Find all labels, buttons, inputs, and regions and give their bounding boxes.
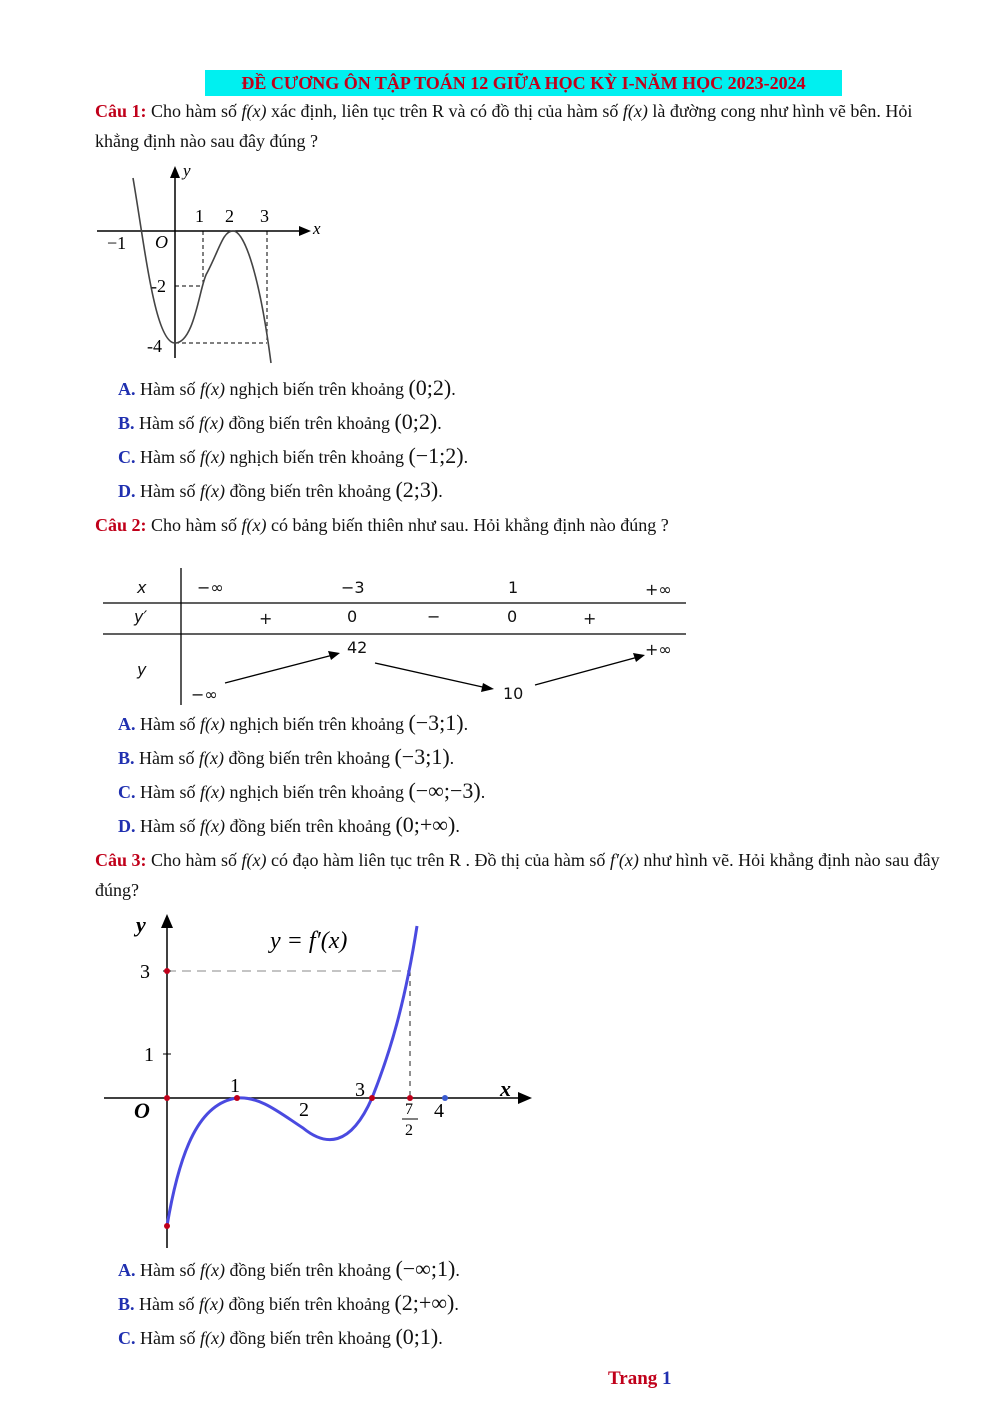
point-y3	[164, 968, 170, 974]
y-val-neg-inf: −∞	[191, 685, 218, 704]
sign-plus-1: +	[259, 609, 273, 628]
x-axis-arrow	[299, 226, 311, 236]
variation-table	[103, 565, 688, 707]
question-2-label: Câu 2:	[95, 515, 147, 535]
tick-x-neg1: −1	[107, 233, 127, 253]
y-axis-label: y	[136, 912, 146, 937]
y-axis-arrow	[170, 166, 180, 178]
question-1-label: Câu 1:	[95, 101, 147, 121]
tick-x-1: 1	[195, 206, 204, 226]
sign-zero-2: 0	[507, 607, 518, 626]
q1-option-c[interactable]: C. Hàm số f(x) nghịch biến trên khoảng (−1;2).	[118, 443, 469, 468]
y-axis-arrow	[161, 914, 173, 928]
x-axis-arrow	[518, 1092, 532, 1104]
row-label-y: y	[137, 660, 147, 679]
x-axis-label: x	[313, 219, 321, 238]
question-1-graph	[95, 158, 335, 368]
q2-option-d[interactable]: D. Hàm số f(x) đồng biến trên khoảng (0;+∞).	[118, 812, 460, 837]
question-3-text: Câu 3: Cho hàm số f(x) có đạo hàm liên tục trên R . Đồ thị của hàm số f′(x) như hình vẽ. Hỏi khẳng định nào sau đây đúng?	[95, 850, 940, 900]
q2-option-a[interactable]: A. Hàm số f(x) nghịch biến trên khoảng (−3;1).	[118, 710, 469, 735]
point-y-intercept	[164, 1223, 170, 1229]
function-fx: f(x)	[622, 101, 648, 121]
arrow-up-1-head	[328, 651, 340, 660]
function-fprime: f′(x)	[609, 850, 639, 870]
tick-y-1: 1	[144, 1044, 154, 1066]
tick-x-4: 4	[434, 1100, 444, 1122]
question-3-graph	[100, 908, 540, 1253]
x-val-neg-inf: −∞	[197, 578, 224, 597]
tick-frac-numerator: 7	[405, 1101, 413, 1118]
page-footer	[608, 1368, 672, 1390]
tick-frac-denominator: 2	[405, 1122, 413, 1139]
page-word: Trang	[608, 1368, 658, 1389]
function-fx: f(x)	[241, 515, 267, 535]
q3-option-a[interactable]: A. Hàm số f(x) đồng biến trên khoảng (−∞;1).	[118, 1256, 460, 1281]
point-origin	[164, 1095, 170, 1101]
page-number: 1	[662, 1368, 672, 1389]
question-3-label: Câu 3:	[95, 850, 147, 870]
origin-label: O	[134, 1098, 150, 1123]
tick-y-3: 3	[140, 961, 150, 983]
row-label-x: x	[137, 578, 147, 597]
curve-label: y = f′(x)	[270, 928, 348, 954]
y-val-42: 42	[347, 638, 368, 657]
x-val-neg3: −3	[341, 578, 365, 597]
arrow-down	[375, 663, 487, 688]
row-label-yprime: y′	[134, 607, 148, 626]
x-axis-label: x	[500, 1076, 511, 1101]
origin-label: O	[155, 232, 168, 252]
q3-option-b[interactable]: B. Hàm số f(x) đồng biến trên khoảng (2;+∞).	[118, 1290, 459, 1315]
arrow-up-2-head	[633, 653, 645, 662]
tick-x-2: 2	[299, 1099, 309, 1121]
document-title: ĐỀ CƯƠNG ÔN TẬP TOÁN 12 GIỮA HỌC KỲ I-NĂM HỌC 2023-2024	[205, 70, 842, 96]
q3-option-c[interactable]: C. Hàm số f(x) đồng biến trên khoảng (0;1).	[118, 1324, 443, 1349]
y-axis-label: y	[183, 161, 191, 180]
x-val-pos-inf: +∞	[645, 580, 672, 599]
sign-zero-1: 0	[347, 607, 358, 626]
q1-option-a[interactable]: A. Hàm số f(x) nghịch biến trên khoảng (0;2).	[118, 375, 456, 400]
question-2-text: Câu 2: Cho hàm số f(x) có bảng biến thiên như sau. Hỏi khẳng định nào đúng ?	[95, 515, 669, 535]
function-fx: f(x)	[241, 101, 267, 121]
arrow-up-1	[225, 655, 333, 683]
y-val-10: 10	[503, 684, 524, 703]
q1-option-d[interactable]: D. Hàm số f(x) đồng biến trên khoảng (2;3).	[118, 477, 443, 502]
tick-y-neg2: -2	[151, 276, 166, 296]
arrow-down-head	[481, 683, 494, 692]
function-fx: f(x)	[241, 850, 267, 870]
arrow-up-2	[535, 657, 638, 685]
q2-option-b[interactable]: B. Hàm số f(x) đồng biến trên khoảng (−3;1).	[118, 744, 455, 769]
sign-minus: −	[427, 607, 441, 626]
q2-option-c[interactable]: C. Hàm số f(x) nghịch biến trên khoảng (−∞;−3).	[118, 778, 486, 803]
y-val-pos-inf: +∞	[645, 640, 672, 659]
tick-x-3: 3	[355, 1079, 365, 1101]
q1-option-b[interactable]: B. Hàm số f(x) đồng biến trên khoảng (0;2).	[118, 409, 442, 434]
tick-x-3: 3	[260, 206, 269, 226]
point-x3	[369, 1095, 375, 1101]
question-1-text: Câu 1: Cho hàm số f(x) xác định, liên tục trên R và có đồ thị của hàm số f(x) là đường cong như hình vẽ bên. Hỏi khẳng định nào sau đây đúng ?	[95, 101, 913, 151]
tick-y-neg4: -4	[147, 336, 162, 356]
tick-x-1: 1	[230, 1075, 240, 1097]
tick-x-2: 2	[225, 206, 234, 226]
x-val-1: 1	[508, 578, 519, 597]
sign-plus-2: +	[583, 609, 597, 628]
